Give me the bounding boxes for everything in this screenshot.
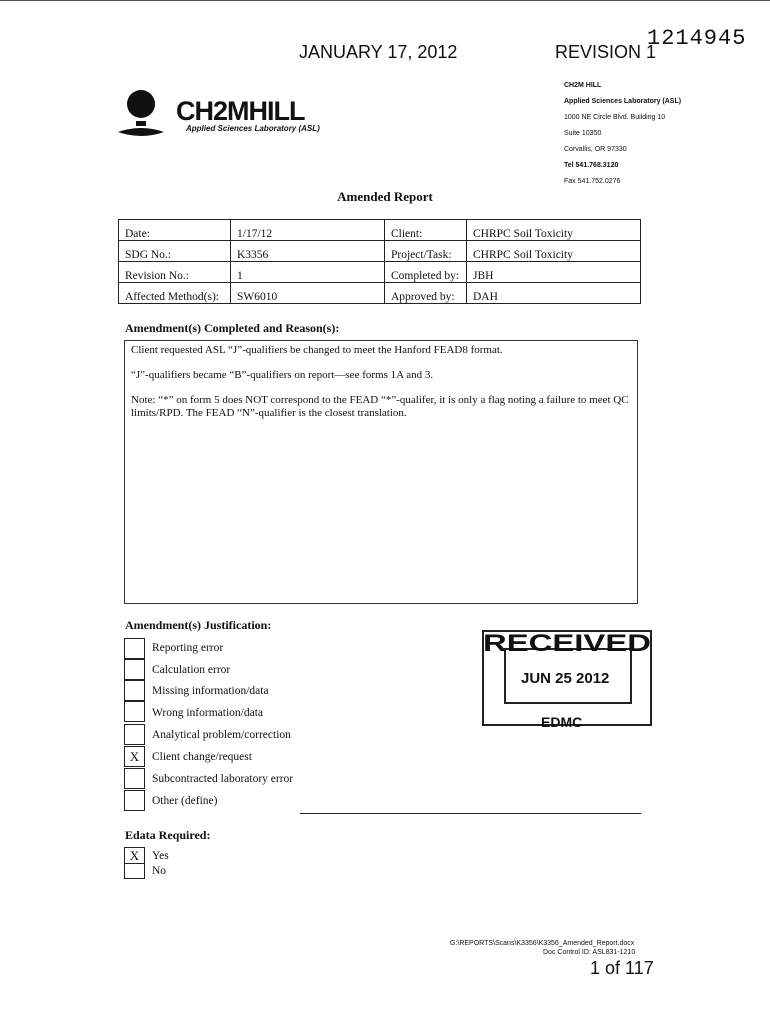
- checkbox-label: No: [152, 865, 167, 877]
- table-value: 1/17/12: [231, 220, 385, 241]
- address-fax: Fax 541.752.0276: [564, 178, 621, 185]
- address-company: CH2M HILL: [564, 82, 602, 89]
- checkbox-label: Analytical problem/correction: [152, 729, 291, 741]
- received-stamp: [481, 621, 655, 739]
- stamp-date: JUN 25 2012: [521, 670, 610, 687]
- checkbox-edata-no[interactable]: [124, 863, 145, 879]
- checkbox-label: Client change/request: [152, 751, 252, 763]
- checkbox-reporting-error[interactable]: [124, 638, 145, 659]
- table-label: SDG No.:: [119, 241, 231, 262]
- table-value: DAH: [467, 283, 641, 304]
- checkbox-label: Other (define): [152, 795, 218, 807]
- checkbox-missing-information[interactable]: [124, 680, 145, 701]
- checkbox-label: Missing information/data: [152, 685, 269, 697]
- justification-heading: Amendment(s) Justification:: [125, 618, 272, 632]
- amendment-reasons-box: [124, 340, 638, 604]
- address-city: Corvallis, OR 97330: [564, 146, 627, 153]
- page-number: 1 of 117: [590, 958, 654, 978]
- table-value: 1: [231, 262, 385, 283]
- checkbox-client-change[interactable]: X: [124, 746, 145, 767]
- table-label: Revision No.:: [119, 262, 231, 283]
- address-tel: Tel 541.768.3120: [564, 162, 619, 169]
- table-label: Client:: [385, 220, 467, 241]
- table-row: [119, 220, 641, 241]
- checkbox-calculation-error[interactable]: [124, 659, 145, 680]
- checkbox-other[interactable]: [124, 790, 145, 811]
- checkbox-label: Subcontracted laboratory error: [152, 773, 294, 785]
- amendment-heading: Amendment(s) Completed and Reason(s):: [125, 321, 340, 335]
- table-row: [119, 283, 641, 304]
- amendment-note: Note: “*” on form 5 does NOT correspond to the FEAD “*”-qualifer, it is only a flag noting a failure to meet QC limits/RPD. The FEAD “N”-qualifier is the closest translation.: [131, 394, 629, 419]
- table-value: CHRPC Soil Toxicity: [467, 220, 641, 241]
- table-label: Date:: [119, 220, 231, 241]
- header-date: JANUARY 17, 2012: [299, 42, 458, 62]
- checkbox-edata-yes[interactable]: X: [124, 847, 145, 864]
- other-define-line: [300, 813, 641, 814]
- checkbox-label: Reporting error: [152, 642, 224, 654]
- report-title: Amended Report: [337, 189, 433, 204]
- checkbox-wrong-information[interactable]: [124, 701, 145, 722]
- table-value: CHRPC Soil Toxicity: [467, 241, 641, 262]
- table-row: [119, 241, 641, 262]
- checkbox-label: Wrong information/data: [152, 707, 263, 719]
- top-rule: [0, 0, 770, 1]
- footer-doc-control: Doc Control ID: ASL831-1210: [543, 949, 636, 956]
- table-label: Approved by:: [385, 283, 467, 304]
- logo-subtitle: Applied Sciences Laboratory (ASL): [186, 124, 320, 133]
- stamp-dept: EDMC: [541, 714, 583, 730]
- checkbox-label: Yes: [152, 850, 169, 862]
- amendment-reason-2: “J”-qualifiers became “B”-qualifiers on report—see forms 1A and 3.: [131, 369, 434, 381]
- logo-wordmark: CH2MHILL: [176, 96, 305, 126]
- ch2mhill-globe-icon: [114, 86, 174, 142]
- amendment-reason-1: Client requested ASL “J”-qualifiers be changed to meet the Hanford FEAD8 format.: [131, 344, 503, 356]
- table-label: Completed by:: [385, 262, 467, 283]
- checkbox-subcontracted-lab-error[interactable]: [124, 768, 145, 789]
- table-row: [119, 262, 641, 283]
- footer-file-path: G:\REPORTS\Scans\K3356\K3356_Amended_Report.docx: [450, 940, 635, 947]
- document-number: 1214945: [647, 26, 747, 51]
- report-info-table: [118, 219, 641, 304]
- edata-heading: Edata Required:: [125, 828, 211, 842]
- address-lab: Applied Sciences Laboratory (ASL): [564, 98, 682, 105]
- table-label: Affected Method(s):: [119, 283, 231, 304]
- table-value: SW6010: [231, 283, 385, 304]
- table-label: Project/Task:: [385, 241, 467, 262]
- table-value: JBH: [467, 262, 641, 283]
- checkbox-analytical-problem[interactable]: [124, 724, 145, 745]
- checkbox-label: Calculation error: [152, 664, 231, 676]
- table-value: K3356: [231, 241, 385, 262]
- header-revision: REVISION 1: [555, 42, 657, 62]
- stamp-received: RECEIVED: [483, 630, 651, 657]
- address-street: 1000 NE Circle Blvd. Building 10: [564, 114, 666, 121]
- address-suite: Suite 10350: [564, 130, 602, 137]
